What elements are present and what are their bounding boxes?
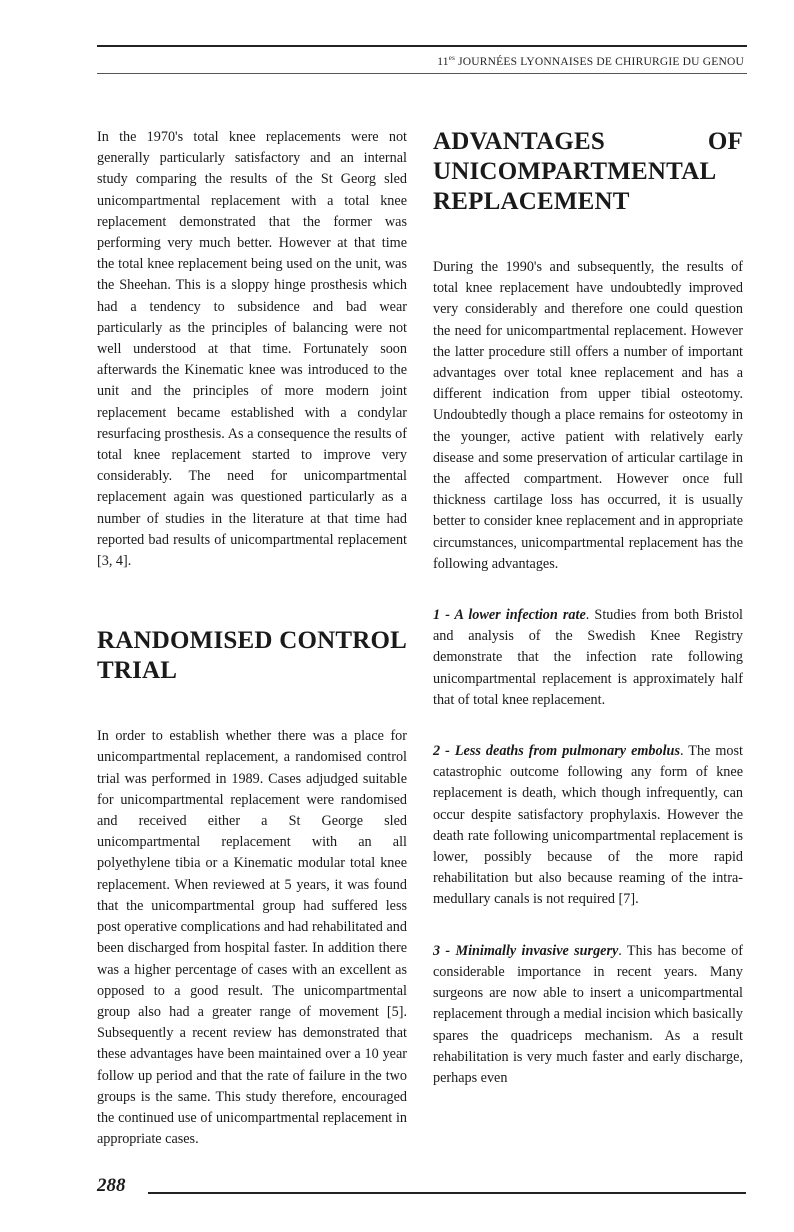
section-heading-randomised-trial: RANDOMISED CONTROL TRIAL xyxy=(97,627,407,685)
advantage-item-1-text: . Studies from both Bristol and analysis of the Swedish Knee Registry demonstrate that the infection rate following unicompartmental replacement is approximately half that of total knee replacement. xyxy=(433,607,743,708)
running-head xyxy=(437,54,744,68)
advantage-item-2-lead: 2 - Less deaths from pulmonary embolus xyxy=(433,743,680,760)
advantage-item-3-text: . This has become of considerable importance in recent years. Many surgeons are now able to insert a unicompartmental replacement through a medial incision which basically spares the quadriceps mechanism. As a result rehabilitation is very much faster and early discharge, perhaps even xyxy=(433,942,743,1086)
right-column xyxy=(433,127,743,1089)
advantage-item-3 xyxy=(433,941,743,1089)
page-number: 288 xyxy=(97,1175,126,1196)
advantages-intro-paragraph: During the 1990's and subsequently, the results of total knee replacement have undoubtedly improved very considerably and therefore one could question the need for unicompartmental replacement. However the latter procedure still offers a number of important advantages over total knee replacement and has a different indication from upper tibial osteotomy. Undoubtedly though a place remains for osteotomy in the younger, active patient with relatively early disease and some preservation of articular cartilage in the affected compartment. However once full thickness cartilage loss has occurred, it is usually better to consider knee replacement and in appropriate circumstances, unicompartmental replacement has the following advantages. xyxy=(433,259,743,572)
section-heading-advantages: ADVANTAGES OF UNICOMPARTMENTAL REPLACEMENT xyxy=(433,128,743,215)
trial-paragraph: In order to establish whether there was a place for unicompartmental replacement, a randomised control trial was performed in 1989. Cases adjudged suitable for unicompartmental replacement were randomised and received either a St George sled unicompartmental replacement with an all polyethylene tibia or a Kinematic modular total knee replacement. When reviewed at 5 years, it was found that the unicompartmental group had suffered less post operative complications and had rehabilitated and been discharged from hospital faster. In addition there was a higher percentage of cases with an excellent as opposed to a good result. The unicompartmental group also had a greater range of movement [5]. Subsequently a recent review has demonstrated that these advantages have been maintained over a 10 year follow up period and that the rate of failure in the two groups is the same. This study therefore, encouraged the continued use of unicompartmental replacement in appropriate cases. xyxy=(97,728,407,1148)
advantage-item-2-text: . The most catastrophic outcome following any form of knee replacement is death, which though infrequently, can occur despite satisfactory prophylaxis. However the death rate following unicompartmental replacement is lower, possibly because of the more rapid rehabilitation but also because reaming of the intra-medullary canals is not required [7]. xyxy=(433,743,743,908)
running-head-superscript: es xyxy=(448,54,455,62)
advantage-item-3-lead: 3 - Minimally invasive surgery xyxy=(433,942,619,959)
running-head-title: JOURNÉES LYONNAISES DE CHIRURGIE DU GENOU xyxy=(455,55,744,68)
intro-paragraph: In the 1970's total knee replacements were not generally particularly satisfactory and an internal study comparing the results of the St Georg sled unicompartmental replacement with a total knee replacement demonstrated that the former was performing very much better. However at that time the total knee replacement being used on the unit, was the Sheehan. This is a sloppy hinge prosthesis which had a tendency to subsidence and bad wear particularly as the principles of balancing were not well understood at that time. Fortunately soon afterwards the Kinematic knee was introduced to the unit and the principles of more modern joint replacement became established with a condylar resurfacing prosthesis. As a consequence the results of total knee replacement started to improve very considerably. The need for unicompartmental replacement again was questioned particularly as a number of studies in the literature at that time had reported bad results of unicompartmental replacement [3, 4]. xyxy=(97,129,407,570)
advantage-item-1 xyxy=(433,605,743,711)
header-bottom-rule xyxy=(97,73,747,74)
header-top-rule xyxy=(97,45,747,47)
advantage-item-2 xyxy=(433,741,743,911)
footer-rule xyxy=(148,1192,746,1194)
advantage-item-1-lead: 1 - A lower infection rate xyxy=(433,607,586,624)
running-head-number: 11 xyxy=(437,55,449,68)
left-column xyxy=(97,127,407,1150)
